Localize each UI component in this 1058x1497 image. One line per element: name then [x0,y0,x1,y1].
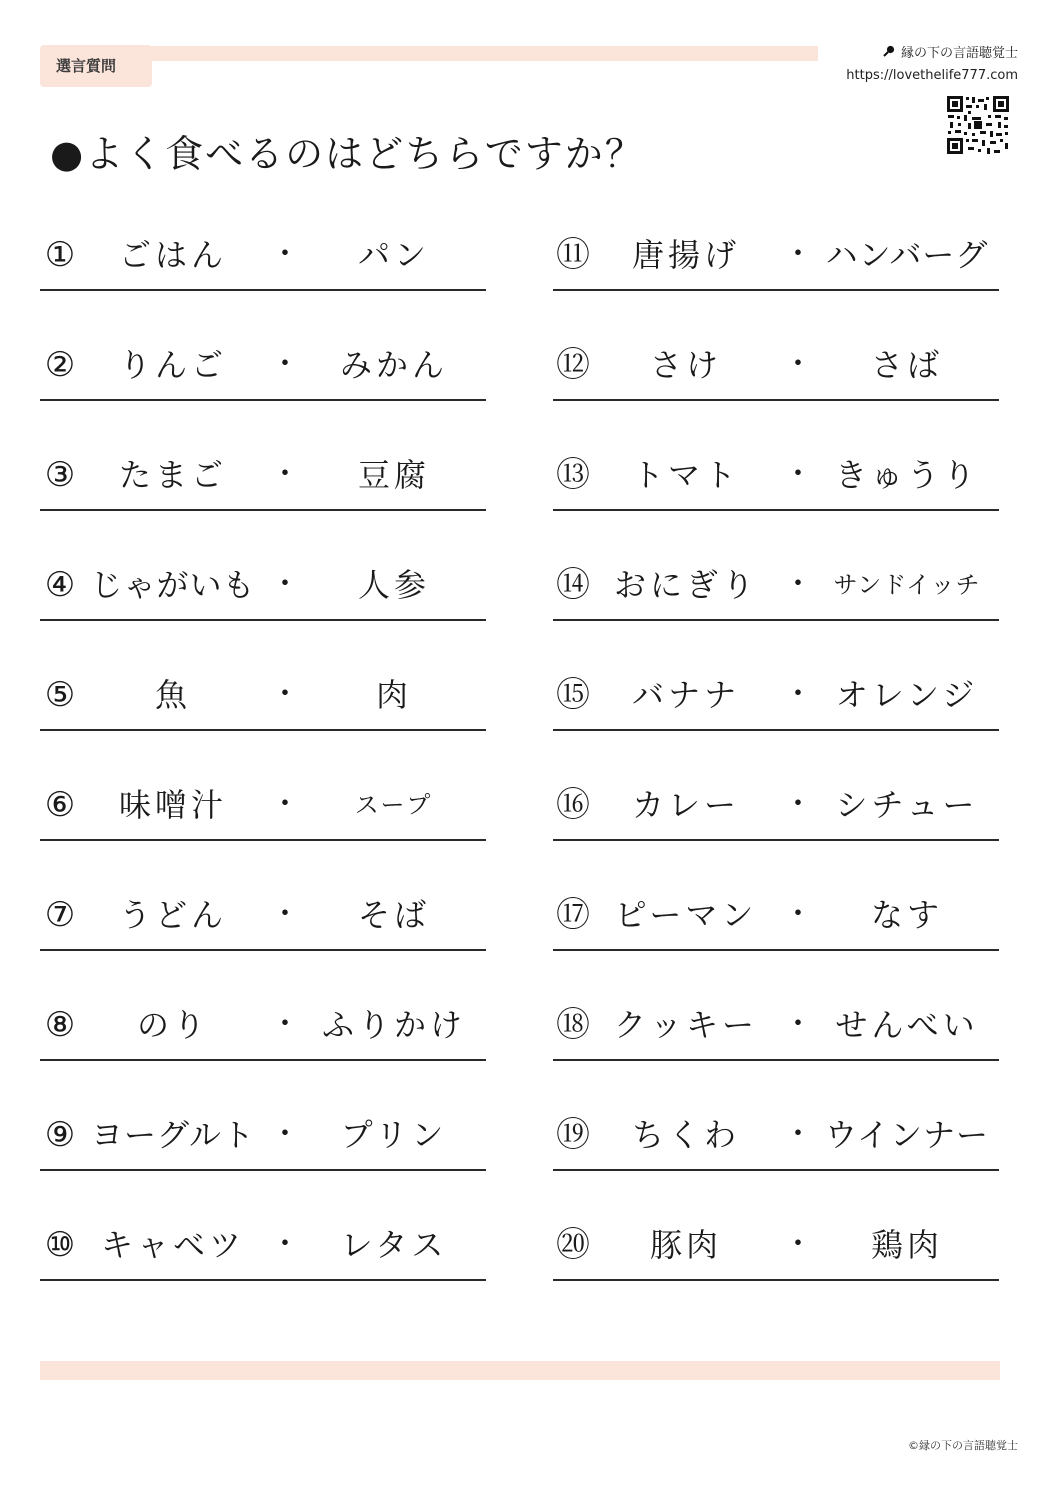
question-number: ⑮ [556,675,590,715]
choice-a: 魚 [154,676,191,714]
question-row [553,659,999,769]
question-number: ⑨ [44,1115,76,1155]
choice-a: うどん [118,896,227,934]
choice-a: キャベツ [100,1226,245,1264]
choice-a: のり [136,1006,209,1044]
choice-b: 人参 [357,566,430,604]
separator-dot: ・ [270,237,300,272]
separator-dot: ・ [783,237,813,272]
choice-a: りんご [118,346,227,384]
choice-b: なす [870,896,943,934]
question-number: ⑰ [556,895,590,935]
question-row [40,1099,486,1209]
choice-a: ピーマン [614,896,758,934]
question-row [40,989,486,1099]
brand-url[interactable]: https://lovethelife777.com [846,68,1018,83]
question-row [40,659,486,769]
separator-dot: ・ [783,787,813,822]
choice-a: 豚肉 [649,1226,722,1264]
choice-b: せんべい [835,1006,979,1044]
question-number: ⑥ [44,785,76,825]
footer-accent-bar [40,1361,1000,1380]
choice-b: オレンジ [835,676,979,714]
choice-b: ふりかけ [321,1006,466,1044]
separator-dot: ・ [783,897,813,932]
right-question-list [553,219,999,1319]
choice-a: トマト [631,456,740,494]
choice-b: ハンバーグ [825,236,989,274]
question-number: ⑪ [556,235,590,275]
choice-a: さけ [649,346,722,384]
choice-b: 鶏肉 [870,1226,943,1264]
header-accent-bar [150,46,818,61]
question-number: ④ [44,565,76,605]
question-row [553,439,999,549]
choice-a: バナナ [631,676,740,714]
choice-a: おにぎり [613,566,758,604]
separator-dot: ・ [783,567,813,602]
choice-b: 肉 [375,676,412,714]
separator-dot: ・ [270,1117,300,1152]
question-row [553,329,999,439]
choice-a: たまご [118,456,227,494]
question-row [553,989,999,1099]
question-row [40,219,486,329]
qr-code[interactable] [946,95,1010,155]
choice-b: さば [870,346,943,384]
choice-a: クッキー [613,1006,758,1044]
choice-b: パン [357,236,430,274]
left-question-list [40,219,486,1319]
question-row [40,879,486,989]
separator-dot: ・ [783,347,813,382]
choice-a: ごはん [118,236,227,274]
choice-b: サンドイッチ [833,571,981,599]
brand-name: 縁の下の言語聴覚士 [900,46,1018,61]
question-row [40,439,486,549]
question-number: ⑧ [44,1005,76,1045]
choice-b: プリン [340,1116,448,1154]
question-row [40,549,486,659]
question-number: ⑲ [556,1115,590,1155]
separator-dot: ・ [270,677,300,712]
question-number: ⑳ [556,1225,590,1265]
separator-dot: ・ [270,1007,300,1042]
category-tag: 選言質問 [40,45,152,87]
choice-a: カレー [631,786,740,824]
choice-b: レタス [340,1226,448,1264]
separator-dot: ・ [783,677,813,712]
brand-block [846,42,1018,87]
question-row [40,769,486,879]
question-number: ③ [44,455,76,495]
question-row [553,1209,999,1319]
copyright-text: ©縁の下の言語聴覚士 [908,1439,1018,1452]
page-title: ●よく食べるのはどちらですか？ [50,132,645,176]
separator-dot: ・ [783,1007,813,1042]
question-number: ⑱ [556,1005,590,1045]
separator-dot: ・ [783,1227,813,1262]
brand-name-line [846,42,1018,65]
separator-dot: ・ [270,787,300,822]
choice-a: ちくわ [631,1116,740,1154]
separator-dot: ・ [270,457,300,492]
choice-b: 豆腐 [357,456,430,494]
magnifier-icon [883,46,899,60]
choice-b: スープ [354,791,434,819]
question-number: ⑦ [44,895,76,935]
question-row [553,219,999,329]
choice-a: 味噌汁 [118,786,227,824]
separator-dot: ・ [270,897,300,932]
choice-b: きゅうり [834,456,979,494]
choice-b: ウインナー [824,1116,990,1154]
question-row [553,879,999,989]
question-row [40,1209,486,1319]
question-number: ⑭ [556,565,590,605]
question-number: ⑩ [44,1225,76,1265]
question-number: ⑤ [44,675,76,715]
separator-dot: ・ [270,1227,300,1262]
question-number: ① [44,235,76,275]
question-row [40,329,486,439]
question-number: ⑯ [556,785,590,825]
separator-dot: ・ [270,567,300,602]
question-number: ⑫ [556,345,590,385]
question-row [553,549,999,659]
separator-dot: ・ [270,347,300,382]
choice-a: ヨーグルト [90,1116,256,1154]
question-number: ② [44,345,76,385]
question-row [553,1099,999,1209]
choice-b: シチュー [835,786,979,824]
separator-dot: ・ [783,1117,813,1152]
choice-b: そば [357,896,430,934]
choice-a: じゃがいも [90,566,256,604]
question-row [553,769,999,879]
choice-a: 唐揚げ [631,236,740,274]
separator-dot: ・ [783,457,813,492]
question-number: ⑬ [556,455,590,495]
choice-b: みかん [339,346,448,384]
